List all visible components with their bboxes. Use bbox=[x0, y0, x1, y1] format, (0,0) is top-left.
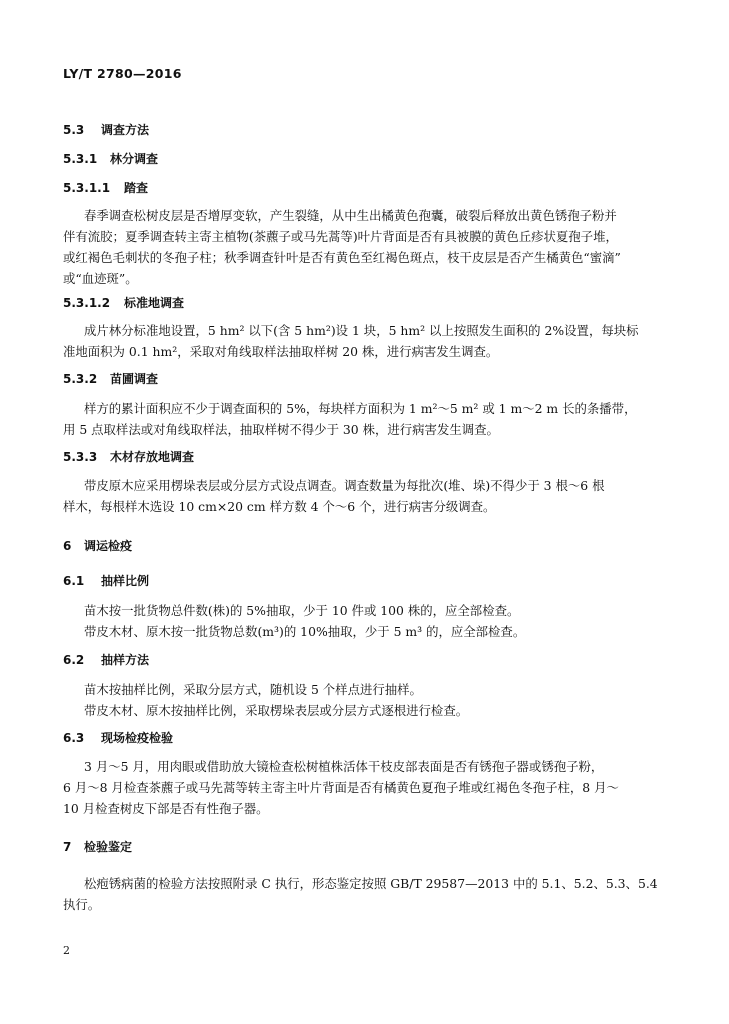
section-number: 6 bbox=[63, 539, 72, 553]
section-6-2-heading bbox=[63, 651, 149, 668]
section-6-heading bbox=[63, 537, 132, 554]
paragraph-line: 3 月～5 月，用肉眼或借助放大镜检查松树植株活体干枝皮部表面是否有锈孢子器或锈孢子粉， bbox=[84, 759, 604, 774]
section-5-3-1-2-body bbox=[63, 320, 672, 362]
section-number: 5.3.1.2 bbox=[63, 296, 111, 310]
section-title: 抽样比例 bbox=[101, 574, 150, 588]
section-title: 调运检疫 bbox=[84, 539, 133, 553]
paragraph-line: 春季调查松树皮层是否增厚变软，产生裂缝，从中生出橘黄色孢囊，破裂后释放出黄色锈孢子粉并 bbox=[84, 208, 617, 223]
section-5-3-2-body bbox=[63, 398, 672, 440]
section-number: 6.1 bbox=[63, 574, 85, 588]
section-6-1-body bbox=[84, 600, 672, 642]
section-number: 5.3 bbox=[63, 123, 85, 137]
paragraph-line: 伴有流胶；夏季调查转主寄主植物(茶藨子或马先蒿等)叶片背面是否有具被膜的黄色丘疹状夏孢子堆， bbox=[63, 229, 618, 244]
section-number: 5.3.3 bbox=[63, 450, 98, 464]
section-title: 检验鉴定 bbox=[84, 840, 133, 854]
section-6-1-heading bbox=[63, 572, 149, 589]
section-5-3-3-body bbox=[63, 475, 672, 517]
section-number: 6.3 bbox=[63, 731, 85, 745]
paragraph-line: 准地面积为 0.1 hm²，采取对角线取样法抽取样树 20 株，进行病害发生调查。 bbox=[63, 344, 499, 359]
section-number: 5.3.2 bbox=[63, 372, 98, 386]
section-5-3-2-heading bbox=[63, 370, 158, 387]
paragraph-line: 执行。 bbox=[63, 897, 101, 912]
section-6-3-heading bbox=[63, 729, 173, 746]
paragraph-line: 带皮木材、原木按一批货物总数(m³)的 10%抽取，少于 5 m³ 的，应全部检查。 bbox=[84, 624, 526, 639]
standard-code: LY/T 2780—2016 bbox=[63, 66, 182, 81]
paragraph-line: 或红褐色毛刺状的冬孢子柱；秋季调查针叶是否有黄色至红褐色斑点，枝干皮层是否产生橘黄色“蜜滴” bbox=[63, 250, 621, 265]
paragraph-line: 6 月～8 月检查茶藨子或马先蒿等转主寄主叶片背面是否有橘黄色夏孢子堆或红褐色冬孢子柱，8 月～ bbox=[63, 780, 619, 795]
section-number: 6.2 bbox=[63, 653, 85, 667]
paragraph-line: 苗木按抽样比例，采取分层方式，随机设 5 个样点进行抽样。 bbox=[84, 682, 422, 697]
section-5-3-3-heading bbox=[63, 448, 194, 465]
section-title: 林分调查 bbox=[110, 152, 159, 166]
section-title: 调查方法 bbox=[101, 123, 150, 137]
paragraph-line: 或“血迹斑”。 bbox=[63, 271, 138, 286]
paragraph-line: 用 5 点取样法或对角线取样法，抽取样树不得少于 30 株，进行病害发生调查。 bbox=[63, 422, 499, 437]
section-number: 7 bbox=[63, 840, 72, 854]
section-5-3-1-2-heading bbox=[63, 294, 184, 311]
section-title: 现场检疫检验 bbox=[101, 731, 174, 745]
paragraph-line: 带皮原木应采用楞垛表层或分层方式设点调查。调查数量为每批次(堆、垛)不得少于 3 根～6 根 bbox=[84, 478, 605, 493]
section-5-3-1-heading bbox=[63, 150, 158, 167]
section-7-heading bbox=[63, 838, 132, 855]
section-title: 木材存放地调查 bbox=[110, 450, 195, 464]
paragraph-line: 苗木按一批货物总件数(株)的 5%抽取，少于 10 件或 100 株的，应全部检查。 bbox=[84, 603, 520, 618]
section-number: 5.3.1 bbox=[63, 152, 98, 166]
section-6-3-body bbox=[63, 756, 672, 819]
section-5-3-1-1-heading bbox=[63, 179, 148, 196]
paragraph-line: 样木，每根样木选设 10 cm×20 cm 样方数 4 个～6 个，进行病害分级调查。 bbox=[63, 499, 496, 514]
section-title: 苗圃调查 bbox=[110, 372, 159, 386]
section-5-3-1-1-body bbox=[63, 205, 672, 289]
section-6-2-body bbox=[84, 679, 672, 721]
paragraph-line: 10 月检查树皮下部是否有性孢子器。 bbox=[63, 801, 269, 816]
section-number: 5.3.1.1 bbox=[63, 181, 111, 195]
paragraph-line: 松疱锈病菌的检验方法按照附录 C 执行，形态鉴定按照 GB/T 29587—2013 中的 5.1、5.2、5.3、5.4 bbox=[84, 876, 658, 891]
section-title: 踏查 bbox=[124, 181, 149, 195]
section-7-body bbox=[63, 873, 672, 915]
page-number: 2 bbox=[63, 944, 70, 957]
paragraph-line: 成片林分标准地设置，5 hm² 以下(含 5 hm²)设 1 块，5 hm² 以上按照发生面积的 2%设置，每块标 bbox=[84, 323, 639, 338]
paragraph-line: 带皮木材、原木按抽样比例，采取楞垛表层或分层方式逐根进行检查。 bbox=[84, 703, 469, 718]
paragraph-line: 样方的累计面积应不少于调查面积的 5%，每块样方面积为 1 m²～5 m² 或 1 m～2 m 长的条播带， bbox=[84, 401, 637, 416]
section-title: 抽样方法 bbox=[101, 653, 150, 667]
section-5-3-heading bbox=[63, 121, 149, 138]
section-title: 标准地调查 bbox=[124, 296, 185, 310]
